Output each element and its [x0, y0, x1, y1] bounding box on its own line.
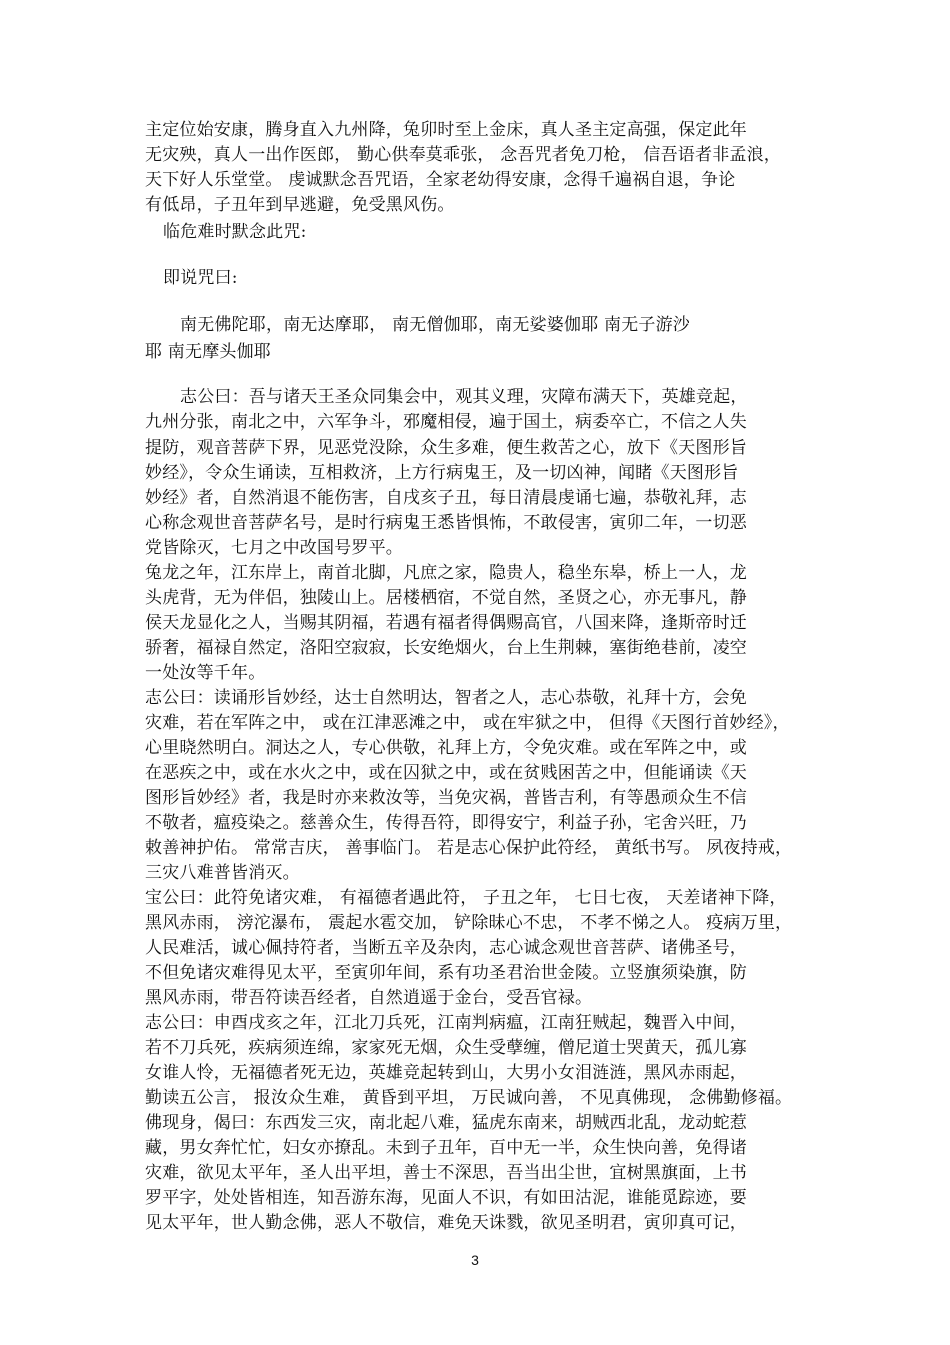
text-line: 天下好人乐堂堂。 虔诚默念吾咒语，全家老幼得安康，念得千遍祸自退，争论 — [145, 170, 736, 190]
text-line: 图形旨妙经》者，我是时亦来救汝等，当免灾祸，普皆吉利，有等愚顽众生不信 — [145, 788, 747, 808]
text-line: 志公曰：吾与诸天王圣众同集会中，观其义理，灾障布满天下，英雄竞起， — [180, 387, 748, 407]
text-line: 临危难时默念此咒: — [163, 222, 307, 242]
text-line: 无灾殃，真人一出作医郎， 勤心供奉莫乖张， 念吾咒者免刀枪， 信吾语者非孟浪， — [145, 145, 782, 165]
text-line: 黑风赤雨， 滂沱瀑布， 震起水雹交加， 铲除昧心不忠， 不孝不悌之人。 疫病万里， — [145, 913, 793, 933]
text-line: 志公曰：申酉戌亥之年，江北刀兵死，江南判病瘟，江南狂贼起，魏晋入中间， — [145, 1013, 747, 1033]
text-line: 黑风赤雨，带吾符读吾经者，自然逍遥于金台，受吾官禄。 — [145, 988, 593, 1008]
text-line: 不敬者，瘟疫染之。慈善众生，传得吾符，即得安宁，利益子孙，宅舍兴旺，乃 — [145, 813, 747, 833]
text-line: 有低昂，子丑年到早逃避，免受黑风伤。 — [145, 195, 455, 215]
text-line: 人民难活，诚心佩持符者，当断五辛及杂肉，志心诚念观世音菩萨、诸佛圣号， — [145, 938, 747, 958]
text-line: 见太平年，世人勤念佛，恶人不敬信，难免天诛戮，欲见圣明君，寅卯真可记， — [145, 1213, 747, 1233]
text-line: 一处汝等千年。 — [145, 663, 266, 683]
text-line: 罗平字，处处皆相连，知吾游东海，见面人不识，有如田沽泥，谁能觅踪迹，要 — [145, 1188, 747, 1208]
text-line: 党皆除灭，七月之中改国号罗平。 — [145, 538, 403, 558]
text-line: 灾难，欲见太平年，圣人出平坦，善士不深思，吾当出尘世，宜树黑旗面，上书 — [145, 1163, 747, 1183]
text-line: 耶 南无摩头伽耶 — [145, 342, 272, 362]
text-line: 提防，观音菩萨下界，见恶党没除，众生多难，便生救苦之心，放下《天图形旨 — [145, 438, 747, 458]
text-line: 头虎背，无为伴侣，独陵山上。居楼栖宿，不觉自然，圣贤之心，亦无事凡，静 — [145, 588, 747, 608]
text-line: 九州分张，南北之中，六军争斗，邪魔相侵，遍于国土，病委卒亡，不信之人失 — [145, 412, 747, 432]
text-line: 骄奢，福禄自然定，洛阳空寂寂，长安绝烟火，台上生荆棘，塞街绝巷前，凌空 — [145, 638, 747, 658]
text-line: 在恶疾之中，或在水火之中，或在囚狱之中，或在贫贱困苦之中，但能诵读《天 — [145, 763, 747, 783]
text-line: 宝公曰：此符免诸灾难， 有福德者遇此符， 子丑之年， 七日七夜， 天差诸神下降， — [145, 888, 787, 908]
text-line: 妙经》者，自然消退不能伤害，自戌亥子丑，每日清晨虔诵七遍，恭敬礼拜，志 — [145, 488, 747, 508]
text-line: 兔龙之年，江东岸上，南首北脚，凡庶之家，隐贵人，稳坐东皋，桥上一人，龙 — [145, 563, 747, 583]
text-line: 女谁人怜，无福德者死无边，英雄竞起转到山，大男小女泪涟涟，黑风赤雨起， — [145, 1063, 747, 1083]
text-line: 敕善神护佑。 常常吉庆， 善事临门。 若是志心保护此符经， 黄纸书写。 夙夜持戒， — [145, 838, 793, 858]
page-number: 3 — [471, 1252, 479, 1268]
text-line: 志公曰：读诵形旨妙经，达士自然明达，智者之人，志心恭敬，礼拜十方，会免 — [145, 688, 747, 708]
text-line: 勤读五公言， 报汝众生难， 黄昏到平坦， 万民诚向善， 不见真佛现， 念佛勤修福。 — [145, 1088, 793, 1108]
text-line: 若不刀兵死，疾病须连绵，家家死无烟，众生受孽缠，僧尼道士哭黄天，孤儿寡 — [145, 1038, 747, 1058]
text-line: 妙经》，令众生诵读，互相救济，上方行病鬼王，及一切凶神，闻睹《天图形旨 — [145, 463, 739, 483]
text-line: 藏，男女奔忙忙，妇女亦撩乱。未到子丑年，百中无一半，众生快向善，免得诸 — [145, 1138, 747, 1158]
text-line: 不但免诸灾难得见太平，至寅卯年间，系有功圣君治世金陵。立竖旗须染旗，防 — [145, 963, 747, 983]
text-line: 侯天龙显化之人，当赐其阴福，若遇有福者得偶赐高官，八国来降，逢斯帝时迁 — [145, 613, 747, 633]
text-line: 即说咒曰: — [163, 268, 238, 288]
text-line: 心里晓然明白。洞达之人，专心供敬，礼拜上方，令免灾难。或在军阵之中，或 — [145, 738, 747, 758]
text-line: 心称念观世音菩萨名号，是时行病鬼王悉皆惧怖，不敢侵害，寅卯二年，一切恶 — [145, 513, 747, 533]
text-line: 灾难，若在军阵之中， 或在江津恶滩之中， 或在牢狱之中， 但得《天图行首妙经》， — [145, 713, 790, 733]
text-line: 三灾八难普皆消灭。 — [145, 863, 300, 883]
text-line: 南无佛陀耶，南无达摩耶， 南无僧伽耶，南无娑婆伽耶 南无子游沙 — [180, 315, 691, 335]
text-line: 佛现身，偈曰：东西发三灾，南北起八难，猛虎东南来，胡贼西北乱，龙动蛇惹 — [145, 1113, 747, 1133]
text-line: 主定位始安康，腾身直入九州降，兔卯时至上金床，真人圣主定高强，保定此年 — [145, 120, 747, 140]
